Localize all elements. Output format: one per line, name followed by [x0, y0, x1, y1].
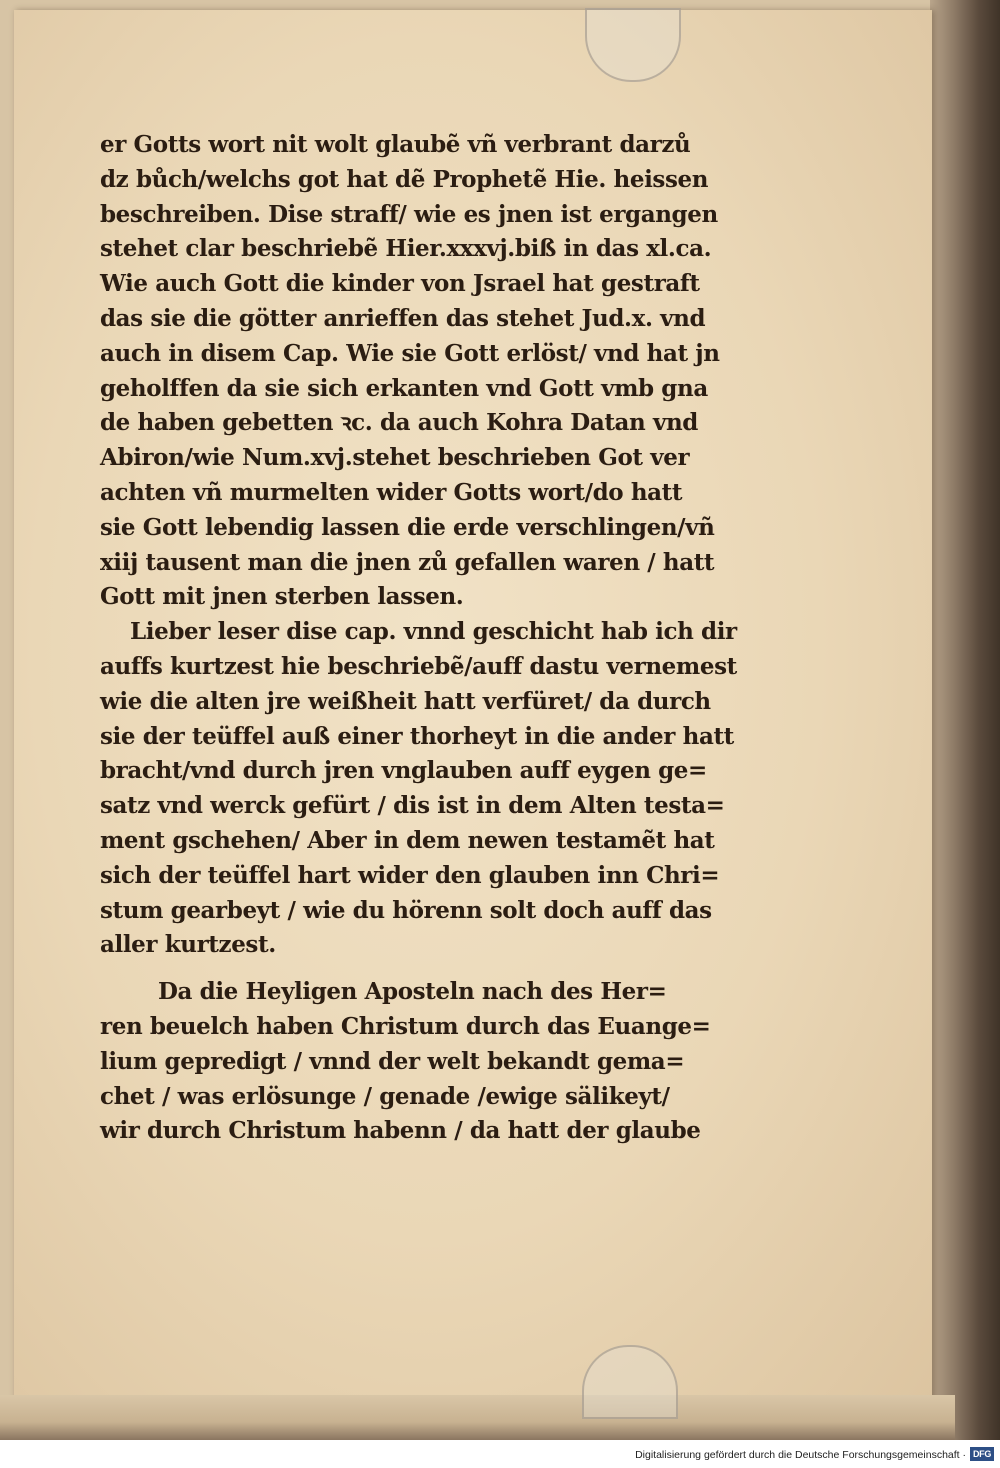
text-line: das sie die götter anrieffen das stehet Jud.x. vnd: [100, 304, 706, 332]
text-line: er Gotts wort nit wolt glaubẽ vñ verbrant darzů: [100, 131, 691, 158]
book-spine: [930, 0, 1000, 1440]
text-line: stehet clar beschriebẽ Hier.xxxvj.biß in das xl.ca.: [100, 235, 712, 263]
text-line: wir durch Christum habenn / da hatt der glaube: [100, 1117, 701, 1145]
text-line: auch in disem Cap. Wie sie Gott erlöst/ vnd hat jn: [100, 339, 720, 367]
text-line: satz vnd werck gefürt / dis ist in dem Alten testa=: [100, 792, 725, 820]
paragraph-first-line: Lieber leser dise cap. vnnd geschicht hab ich dir: [130, 618, 737, 646]
text-line: Wie auch Gott die kinder von Jsrael hat gestraft: [100, 270, 700, 298]
funding-credit: Digitalisierung gefördert durch die Deutsche Forschungsgemeinschaft ·: [635, 1449, 966, 1461]
text-line: bracht/vnd durch jren vnglauben auff eygen ge=: [100, 757, 707, 785]
text-line: Gott mit jnen sterben lassen.: [100, 583, 464, 611]
text-line: aller kurtzest.: [100, 931, 276, 959]
text-line: chet / was erlösunge / genade /ewige sälikeyt/: [100, 1082, 670, 1110]
text-line: ren beuelch haben Christum durch das Euange=: [100, 1012, 711, 1040]
text-line: ment gschehen/ Aber in dem newen testamẽt hat: [100, 826, 715, 854]
text-line: lium gepredigt / vnnd der welt bekandt gema=: [100, 1047, 685, 1075]
paragraph-first-line: Da die Heyligen Aposteln nach des Her=: [158, 978, 667, 1006]
text-line: auffs kurtzest hie beschriebẽ/auff dastu vernemest: [100, 652, 737, 680]
text-line: Abiron/wie Num.xvj.stehet beschrieben Got ver: [100, 444, 690, 472]
text-line: dz bůch/welchs got hat dẽ Prophetẽ Hie. heissen: [100, 165, 709, 193]
text-line: geholffen da sie sich erkanten vnd Gott vmb gna: [100, 374, 708, 402]
text-line: de haben gebetten ꝛc. da auch Kohra Datan vnd: [100, 409, 698, 437]
page-text-block: [100, 128, 780, 1149]
dfg-logo: DFG: [970, 1447, 994, 1461]
text-line: beschreiben. Dise straff/ wie es jnen ist ergangen: [100, 200, 718, 228]
text-line: xiij tausent man die jnen zů gefallen waren / hatt: [100, 548, 715, 576]
text-line: achten vñ murmelten wider Gotts wort/do hatt: [100, 478, 683, 506]
text-line: sie der teüffel auß einer thorheyt in die ander hatt: [100, 722, 734, 750]
footer-bar: [0, 1440, 1000, 1468]
text-line: wie die alten jre weißheit hatt verfüret/ da durch: [100, 687, 711, 715]
text-line: sie Gott lebendig lassen die erde verschlingen/vñ: [100, 513, 715, 541]
text-line: sich der teüffel hart wider den glauben inn Chri=: [100, 861, 720, 889]
text-line: stum gearbeyt / wie du hörenn solt doch auff das: [100, 896, 712, 924]
page-bottom-edge: [0, 1395, 955, 1440]
